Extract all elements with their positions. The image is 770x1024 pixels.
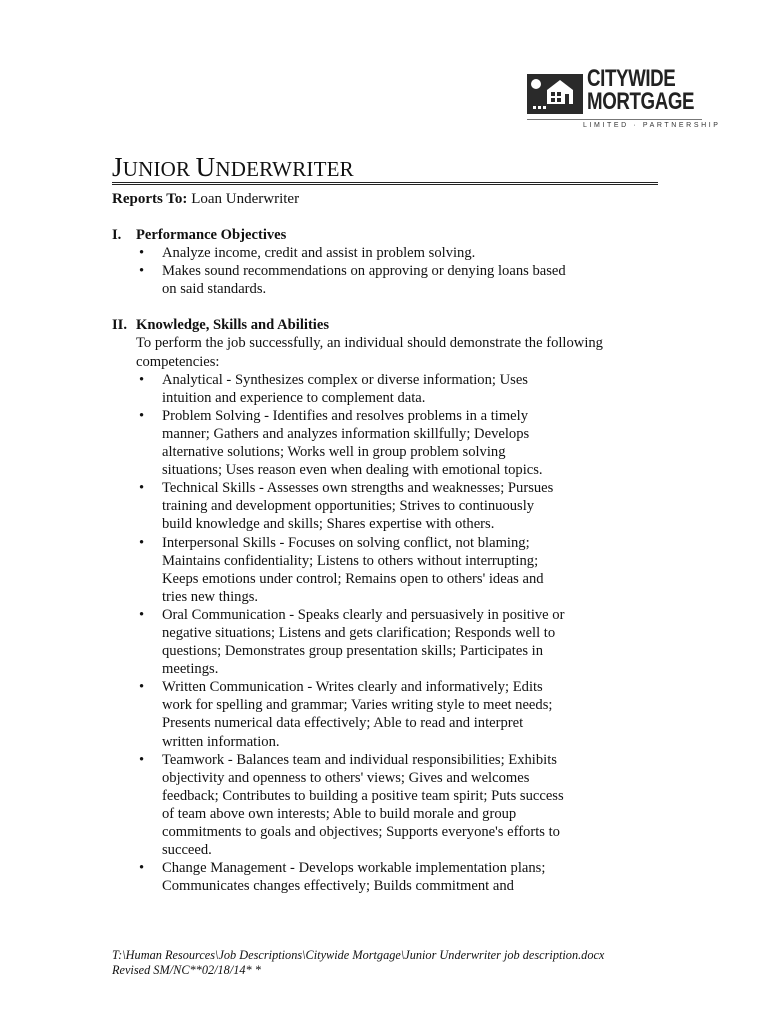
- footer-revision: Revised SM/NC**02/18/14* *: [112, 963, 261, 977]
- document-body: [112, 226, 672, 895]
- logo-tagline: LIMITED · PARTNERSHIP: [583, 122, 721, 129]
- logo-divider: [527, 119, 702, 120]
- reports-to-line: [112, 190, 299, 208]
- section-title: Performance Objectives: [136, 227, 287, 243]
- bullet-list: [112, 371, 672, 896]
- bullet-list: [112, 244, 672, 298]
- list-item: • Problem Solving - Identifies and resolves problems in a timely manner; Gathers and analyzes information skillfully; Develops alternative solutions; Works well in group problem solving situations; Uses reason even when dealing with emotional topics.: [112, 407, 567, 479]
- section-intro: To perform the job successfully, an individual should demonstrate the following competencies:: [136, 335, 603, 370]
- footer-file-path: T:\Human Resources\Job Descriptions\Citywide Mortgage\Junior Underwriter job description.docx: [112, 948, 605, 962]
- list-item: • Makes sound recommendations on approving or denying loans based on said standards.: [112, 262, 567, 298]
- list-item: • Interpersonal Skills - Focuses on solving conflict, not blaming; Maintains confidentiality; Listens to others without interrupting; Keeps emotions under control; Remains open to others' ideas and tries new things.: [112, 534, 567, 606]
- section-title: Knowledge, Skills and Abilities: [136, 317, 330, 334]
- section-heading: [112, 226, 672, 244]
- title-divider: [112, 182, 658, 185]
- list-item: • Technical Skills - Assesses own strengths and weaknesses; Pursues training and development opportunities; Strives to continuously build knowledge and skills; Shares expertise with others.: [112, 479, 567, 533]
- title-cap-2: U: [195, 152, 216, 182]
- section-knowledge-skills: [112, 316, 672, 895]
- section-heading: [112, 316, 672, 334]
- list-item: • Written Communication - Writes clearly and informatively; Edits work for spelling and grammar; Varies writing style to meet needs; Presents numerical data effectively; Able to read and interpret written information.: [112, 678, 567, 750]
- list-item: • Teamwork - Balances team and individual responsibilities; Exhibits objectivity and openness to others' views; Gives and welcomes feedback; Contributes to building a positive team spirit; Puts success of team above own interests; Able to build morale and group commitments to goals and objectives; Supports everyone's efforts to succeed.: [112, 751, 567, 860]
- logo-word-citywide: CITYWIDE: [587, 65, 676, 92]
- title-rest-1: UNIOR: [122, 157, 196, 181]
- list-item: • Analyze income, credit and assist in problem solving.: [112, 244, 567, 262]
- logo-word-mortgage: MORTGAGE: [587, 88, 695, 115]
- reports-to-value: Loan Underwriter: [187, 191, 300, 207]
- list-item: • Change Management - Develops workable implementation plans; Communicates changes effectively; Builds commitment and: [112, 859, 567, 895]
- house-logo-icon: [527, 68, 583, 118]
- reports-to-label: Reports To:: [112, 191, 188, 207]
- title-rest-2: NDERWRITER: [215, 157, 354, 181]
- document-footer: [112, 948, 604, 978]
- section-performance-objectives: [112, 226, 672, 298]
- title-cap-1: J: [112, 152, 123, 182]
- company-logo: [527, 65, 721, 132]
- list-item: • Oral Communication - Speaks clearly and persuasively in positive or negative situations; Listens and gets clarification; Responds well to questions; Demonstrates group presentation skills; Participates in meetings.: [112, 606, 567, 678]
- section-number: II.: [112, 317, 128, 334]
- list-item: • Analytical - Synthesizes complex or diverse information; Uses intuition and experience to complement data.: [112, 371, 567, 407]
- section-number: I.: [112, 227, 122, 243]
- document-title: [112, 152, 354, 184]
